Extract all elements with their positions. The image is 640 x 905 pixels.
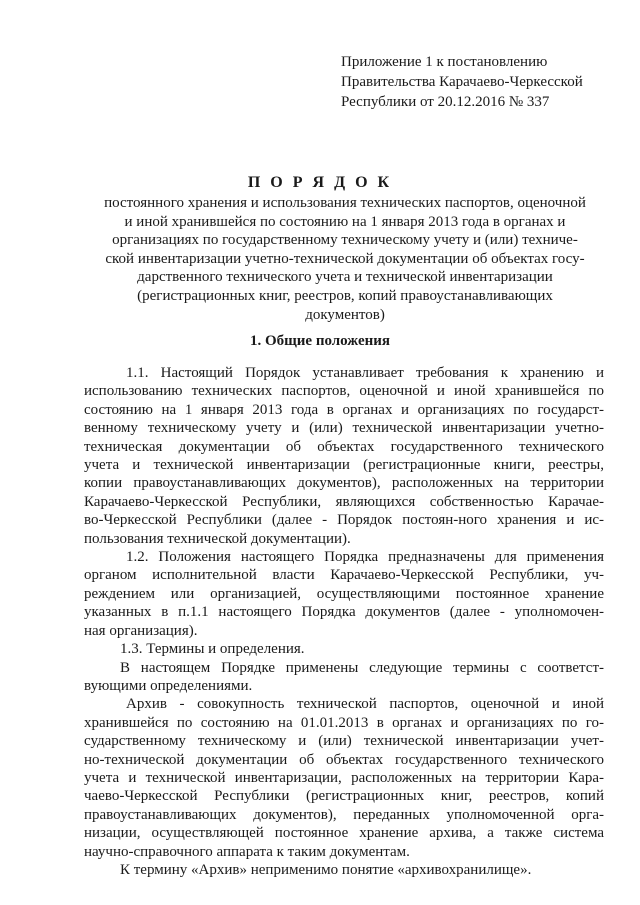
body-line: сударственному техническому и (или) технической инвентаризации учет-	[84, 733, 604, 750]
body-line: 1.1. Настоящий Порядок устанавливает требования к хранению и	[126, 365, 604, 381]
body-line: 1.2. Положения настоящего Порядка предназначены для применения	[126, 549, 604, 566]
body-line: чаево-Черкесской Республики (регистрационных книг, реестров, копий	[84, 788, 604, 805]
body-line: но-технической документации об объектах государственного технического	[84, 751, 604, 768]
subtitle-line: документов)	[305, 306, 385, 323]
body-line: учета и технической инвентаризации, расположенных на территории Кара-	[84, 769, 604, 786]
body-line: реждением или организацией, осуществляющими постоянное хранение	[84, 585, 604, 602]
body-line: техническая документации об объектах государственного технического	[84, 438, 604, 455]
subtitle-line: организациях по государственному техническому учету и (или) техниче-	[112, 232, 578, 249]
document-body	[84, 364, 604, 879]
body-line: копии правоустанавливающих документов), расположенных на территории	[84, 475, 604, 492]
subtitle-line: постоянного хранения и использования технических паспортов, оценочной	[104, 195, 586, 211]
body-line: правоустанавливающих документов), переданных уполномоченной орга-	[84, 806, 604, 823]
subtitle-line: ской инвентаризации учетно-технической документации об объектах госу-	[105, 250, 585, 267]
body-line: пользования технической документации).	[84, 530, 351, 547]
body-line: ная организация).	[84, 622, 198, 639]
body-line: Карачаево-Черкесской Республики, являющихся собственностью Карачае-	[84, 493, 604, 510]
subtitle-line: дарственного технического учета и технической инвентаризации	[137, 269, 553, 286]
body-line: 1.3. Термины и определения.	[120, 641, 305, 658]
body-line: низации, осуществляющей постоянное хранение архива, а также система	[84, 825, 604, 842]
header-line: Правительства Карачаево-Черкесской	[341, 74, 583, 90]
subtitle-line: и иной хранившейся по состоянию на 1 января 2013 года в органах и	[124, 213, 566, 230]
document-title: П О Р Я Д О К	[247, 174, 393, 191]
body-line: во-Черкесской Республики (далее - Порядок постоян-ного хранения и ис-	[84, 512, 604, 529]
body-line: вующими определениями.	[84, 677, 253, 694]
document-header	[341, 52, 621, 112]
body-line: научно-справочного аппарата к таким документам.	[84, 843, 410, 860]
body-line: К термину «Архив» неприменимо понятие «архивохранилище».	[120, 861, 532, 878]
body-line: использованию технических паспортов, оценочной и иной хранившейся по	[84, 383, 604, 400]
header-line: Республики от 20.12.2016 № 337	[341, 94, 550, 110]
body-line: В настоящем Порядке применены следующие термины с соответст-	[120, 659, 604, 676]
body-line: учета и технической инвентаризации (регистрационные книги, реестры,	[84, 457, 604, 474]
body-line: хранившейся по состоянию на 01.01.2013 в органах и организациях по го-	[84, 714, 604, 731]
body-line: органом исполнительной власти Карачаево-Черкесской Республики, уч-	[84, 567, 604, 584]
body-line: указанных в п.1.1 настоящего Порядка документов (далее - уполномочен-	[84, 604, 604, 621]
section-title: 1. Общие положения	[249, 333, 391, 349]
subtitle-line: (регистрационных книг, реестров, копий правоустанавливающих	[137, 287, 553, 304]
header-line: Приложение 1 к постановлению	[341, 54, 548, 70]
document-subtitle	[85, 194, 605, 324]
body-line: венному техническому учету и (или) технической инвентаризации учетно-	[84, 420, 604, 437]
body-line: состоянию на 1 января 2013 года в органах и организациях по государст-	[84, 401, 604, 418]
body-line: Архив - совокупность технической паспортов, оценочной и иной	[126, 696, 604, 713]
